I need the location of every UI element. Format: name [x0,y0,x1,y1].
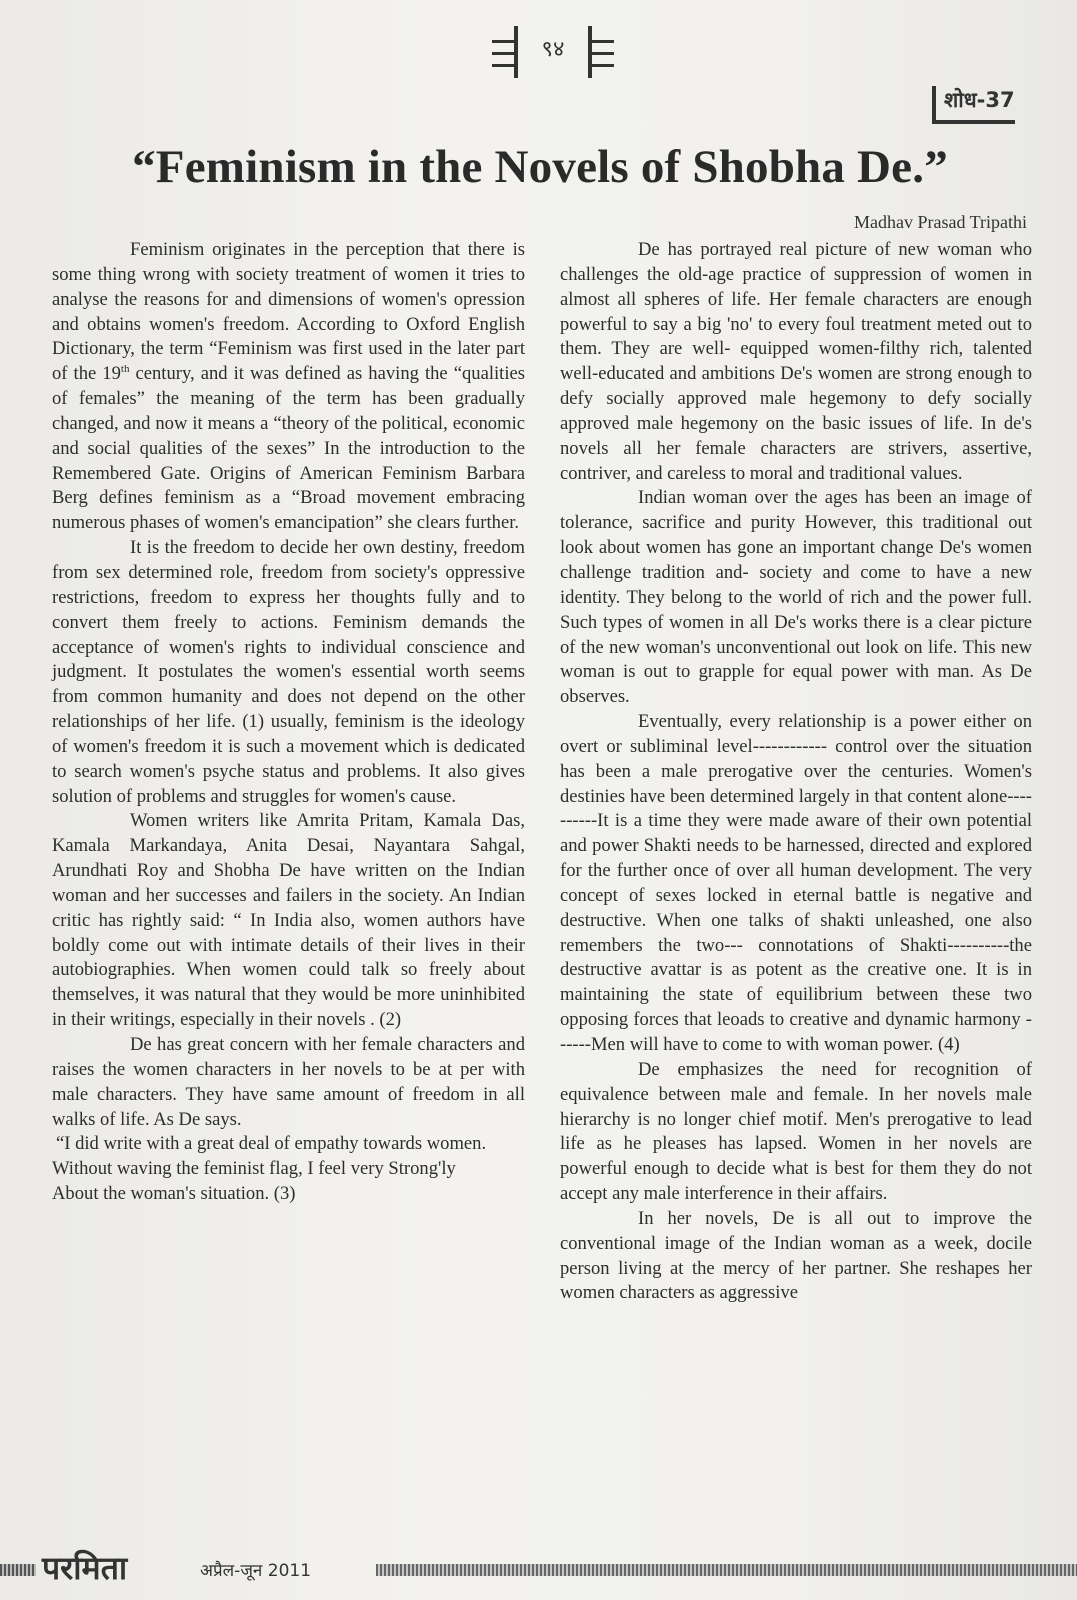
research-paper-tag: शोध-37 [932,86,1015,124]
issue-date: अप्रैल-जून 2011 [200,1561,312,1581]
footer-rule [0,1564,36,1576]
journal-name: परमिता [42,1549,128,1587]
quote-line: Without waving the feminist flag, I feel very Strong'ly [52,1158,456,1180]
article-author: Madhav Prasad Tripathi [854,212,1027,232]
superscript: th [120,363,130,376]
paragraph: In her novels, De is all out to improve the conventional image of the Indian woman as a week, docile person living at the mercy of her partner. She reshapes her women characters as aggressive [560,1207,1032,1304]
footer-rule [376,1564,1077,1576]
paragraph: Indian woman over the ages has been an image of tolerance, sacrifice and purity However, this traditional out look about women has gone an important change De's women challenge tradition and- society and come to have a new identity. They belong to the world of rich and the power full. Such types of women in all De's works there is a clear picture of the new woman's unconventional out look on life. This new woman is out to grapple for equal power with man. As De observes. [560,487,1032,708]
paragraph: De has great concern with her female characters and raises the women characters in her novels to be at per with male characters. They have same amount of freedom in all walks of life. As De says. [52,1034,525,1130]
paragraph: De has portrayed real picture of new woman who challenges the old-age practice of suppression of women in almost all spheres of life. Her female characters are enough powerful to say a big 'no' to every foul treatment meted out to them. They are well- equipped women-filthy rich, talented well-educated and ambitions De's women are strong enough to defy socially approved male hegemony to defy socially approved male hegemony on the basic issues of life. In de's novels all her female characters are strivers, assertive, contriver, and careless to moral and traditional values. [560,239,1032,484]
page-number-mark [488,18,618,78]
paragraph: Feminism originates in the perception that there is some thing wrong with society treatment of women it tries to analyse the reasons for and dimensions of women's opression and obtains women's freedom. According to Oxford English Dictionary, the term “Feminism was first used in the later part of the 19th century, and it was defined as having the “qualities of females” the meaning of the term has been gradually changed, and now it means a “theory of the political, economic and social qualities of the sexes” In the introduction to the Remembered Gate. Origins of American Feminism Barbara Berg defines feminism as a “Broad movement embracing numerous phases of women's emancipation” she clears further. [52,239,525,534]
paragraph: It is the freedom to decide her own destiny, freedom from sex determined role, freedom from society's oppressive restrictions, freedom to express her thoughts fully and to convert them freely to actions. Feminism demands the acceptance of women's rights to individual conscience and judgment. It postulates the women's essential worth seems from common humanity and does not depend on the other relationships of her life. (1) usually, feminism is the ideology of women's freedom it is such a movement which is dedicated to search women's psyche status and problems. It also gives solution of problems and struggles for women's cause. [52,537,525,807]
quote-line: “I did write with a great deal of empathy towards women. [56,1133,487,1155]
right-column [560,238,1032,1306]
paragraph: Eventually, every relationship is a power either on overt or subliminal level------------ control over the situation has been a male prerogative over the centuries. Women's destinies have been determined largely in that content alone----------It is a time they were made aware of their own potential and power Shakti needs to be harnessed, directed and explored for the further once of over all human development. The very concept of sexes locked in eternal battle is negative and destructive. When one talks of shakti unleashed, one also remembers the two--- connotations of Shakti----------the destructive avattar is as potent as the creative one. It is in maintaining the state of equilibrium between these two opposing forces that leoads to creative and dynamic harmony ------Men will have to come to with woman power. (4) [560,711,1032,1055]
page-footer [0,1546,1077,1594]
paragraph: Women writers like Amrita Pritam, Kamala Das, Kamala Markandaya, Anita Desai, Nayantara Sahgal, Arundhati Roy and Shobha De have written on the Indian woman and her successes and failers in the society. An Indian critic has rightly said: “ In India also, women authors have boldly come out with intimate details of their lives in their autobiographies. When women could talk so freely about themselves, it was natural that they would be more uninhibited in their writings, especially in their novels . (2) [52,810,525,1031]
left-bracket-ornament [488,26,524,78]
left-column [52,238,525,1207]
paragraph: De emphasizes the need for recognition of equivalence between male and female. In her novels male hierarchy is no longer chief motif. Men's prerogative to lead life as he pleases has lapsed. Women in her novels are powerful enough to decide what is best for them they do not accept any male interference in their affairs. [560,1058,1032,1205]
quote-line: About the woman's situation. (3) [52,1183,296,1205]
right-bracket-ornament [582,26,618,78]
article-title: “Feminism in the Novels of Shobha De.” [132,141,948,193]
page-number: ९४ [541,37,565,62]
